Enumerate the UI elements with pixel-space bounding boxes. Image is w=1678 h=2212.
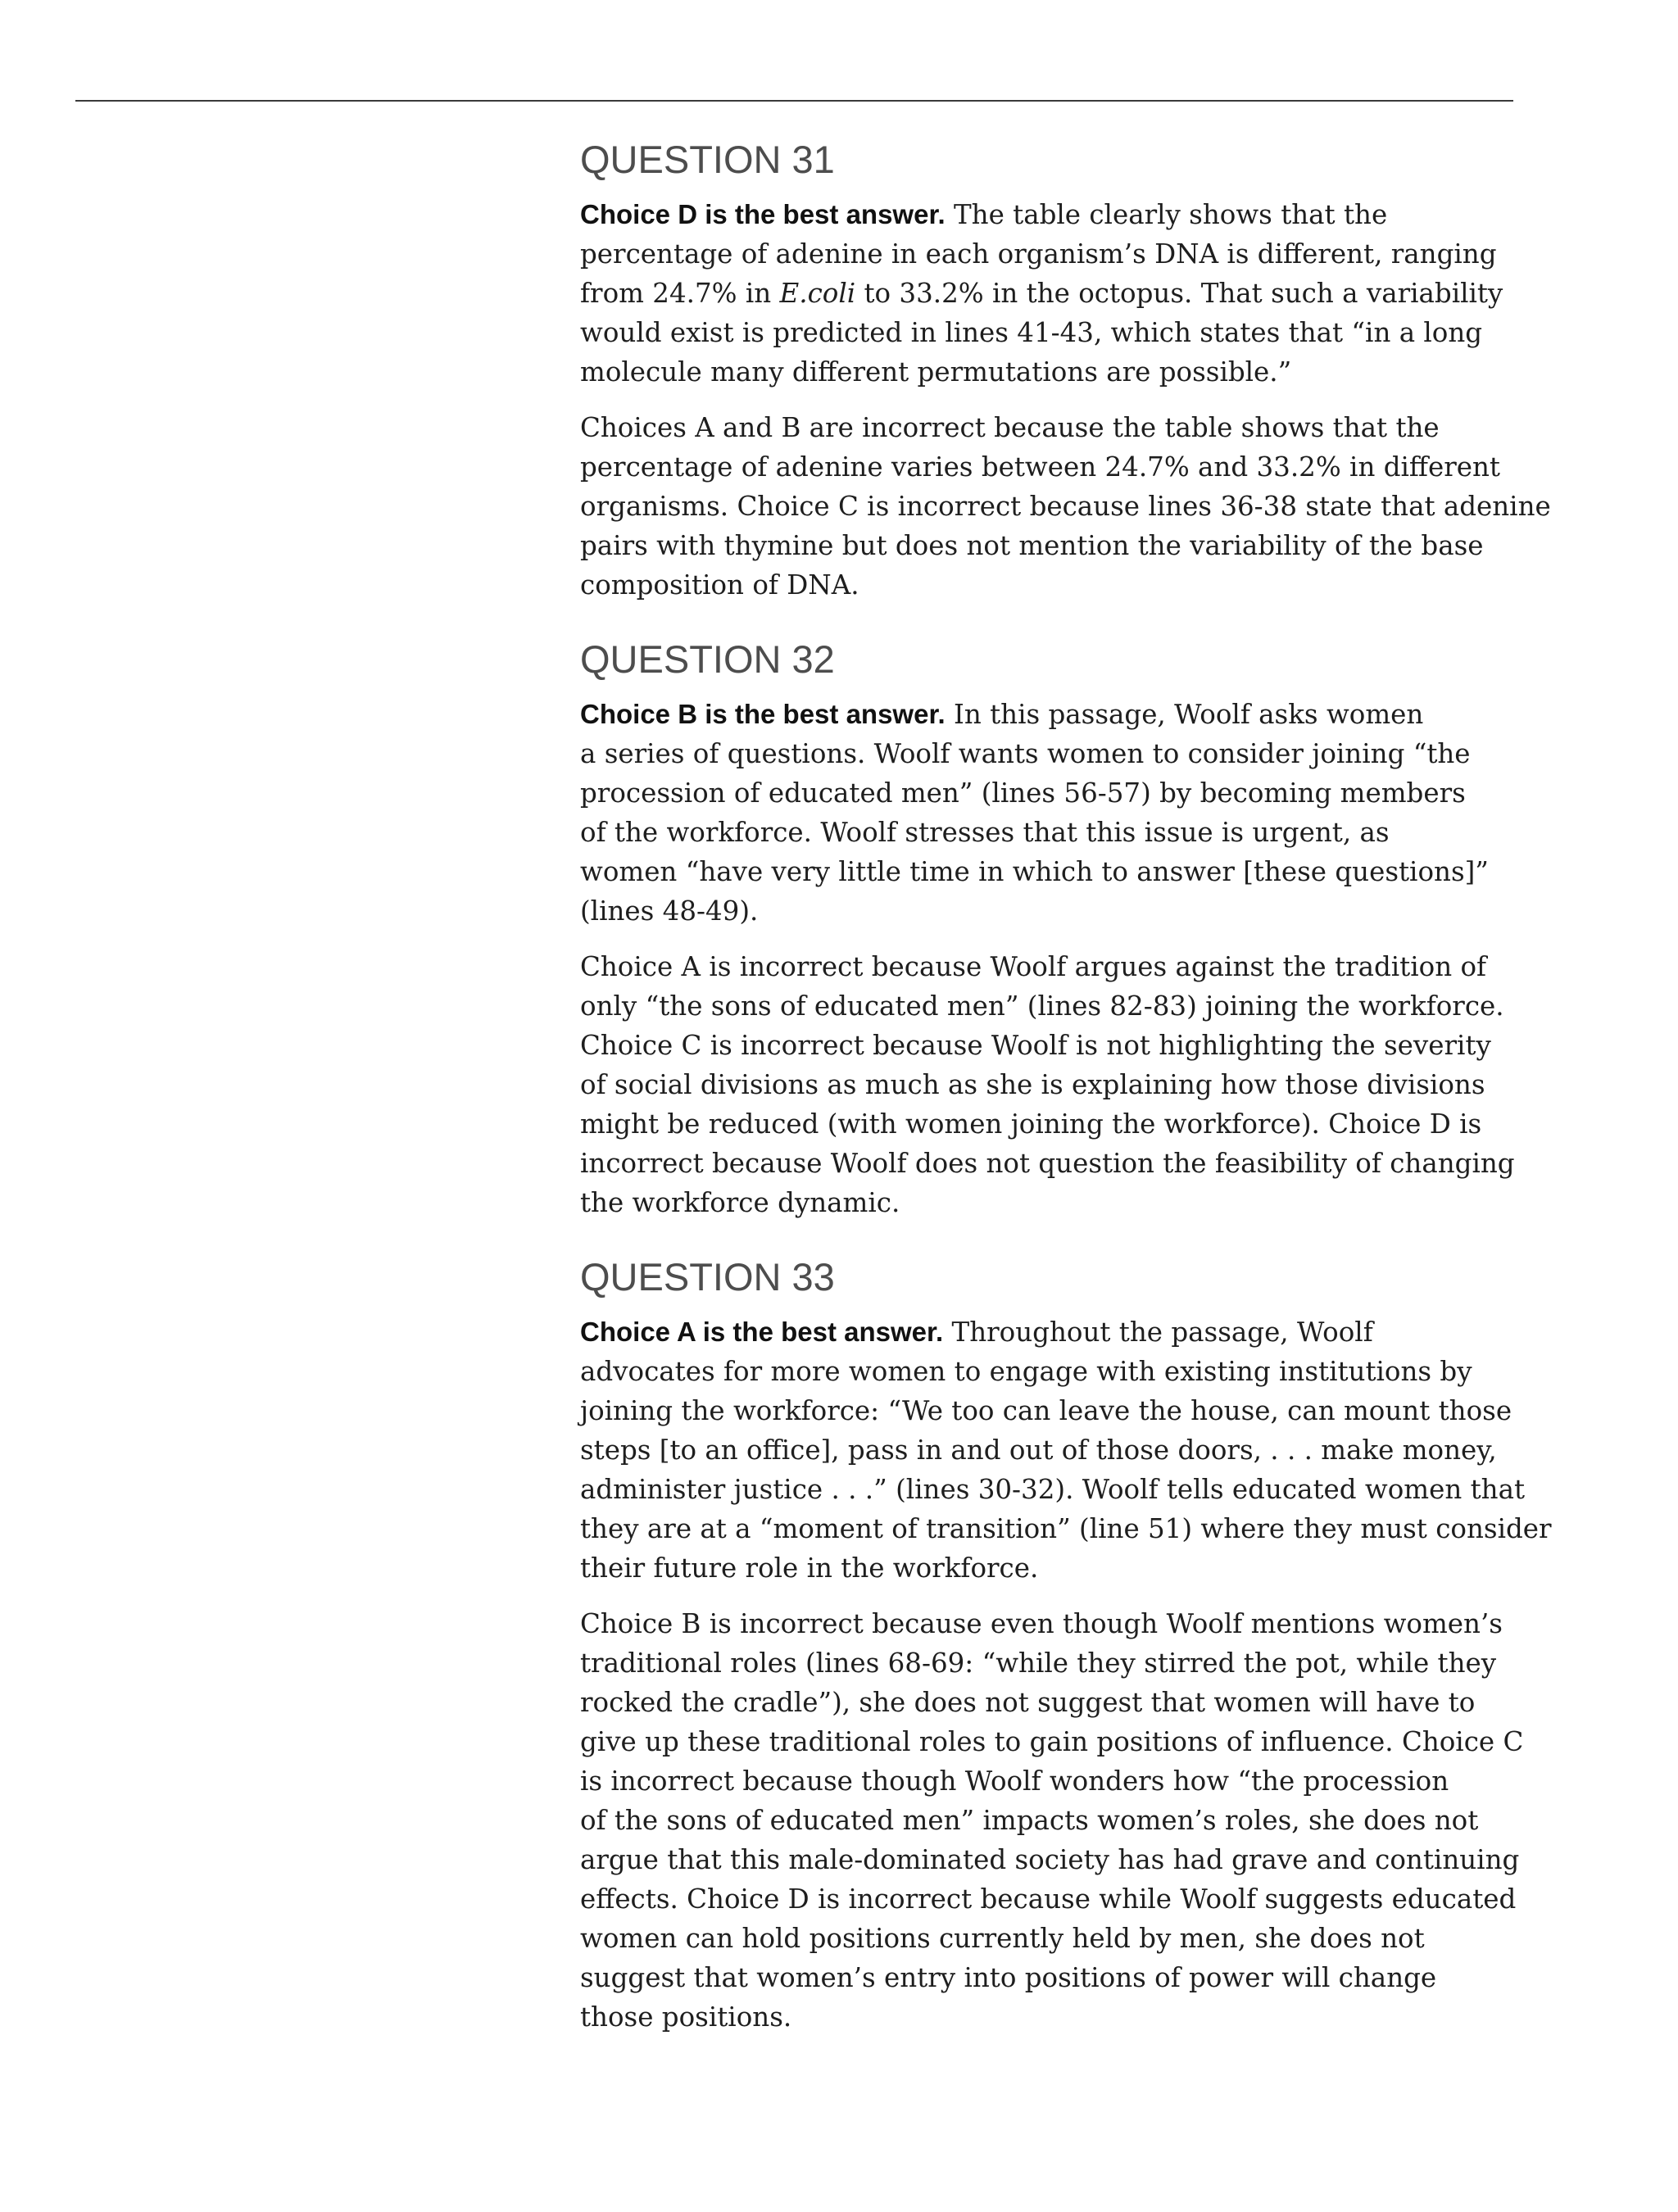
best-answer-label: Choice D is the best answer. (580, 199, 946, 230)
text-line: Choice B is incorrect because even though Woolf mentions women’s (580, 1608, 1503, 1640)
text-line: from 24.7% in E.coli to 33.2% in the octopus. That such a variability (580, 278, 1503, 310)
text-line: of the sons of educated men” impacts women’s roles, she does not (580, 1805, 1479, 1837)
text-line: they are at a “moment of transition” (line 51) where they must consider (580, 1513, 1552, 1545)
text-line: might be reduced (with women joining the workforce). Choice D is (580, 1108, 1482, 1140)
text-line: composition of DNA. (580, 569, 859, 601)
text-line: the workforce dynamic. (580, 1187, 900, 1219)
incorrect-choices-paragraph (580, 947, 1522, 1222)
text-line: incorrect because Woolf does not question the feasibility of changing (580, 1148, 1515, 1180)
text-line: traditional roles (lines 68-69: “while they stirred the pot, while they (580, 1648, 1497, 1679)
question-heading: QUESTION 32 (580, 637, 835, 682)
text-line: joining the workforce: “We too can leave the house, can mount those (580, 1395, 1512, 1427)
text-line: suggest that women’s entry into positions of power will change (580, 1962, 1437, 1994)
text-line: Choices A and B are incorrect because the table shows that the (580, 412, 1440, 444)
text-line: argue that this male-dominated society has had grave and continuing (580, 1844, 1520, 1876)
text-line: molecule many different permutations are possible.” (580, 356, 1292, 388)
text-line: rocked the cradle”), she does not suggest that women will have to (580, 1687, 1476, 1719)
question-32 (580, 637, 1522, 1222)
species-name: E.coli (779, 278, 856, 310)
text-line: would exist is predicted in lines 41-43, which states that “in a long (580, 317, 1483, 349)
text-line: a series of questions. Woolf wants women to consider joining “the (580, 738, 1471, 770)
best-answer-paragraph (580, 195, 1522, 392)
question-31 (580, 138, 1551, 605)
text-line: Choice B is the best answer. In this passage, Woolf asks women (580, 699, 1424, 731)
text-line: those positions. (580, 2001, 792, 2033)
text-line: Choice A is incorrect because Woolf argues against the tradition of (580, 951, 1487, 983)
text-line: of social divisions as much as she is explaining how those divisions (580, 1069, 1485, 1101)
text-line: their future role in the workforce. (580, 1552, 1039, 1584)
text-line: pairs with thymine but does not mention the variability of the base (580, 530, 1484, 562)
text-line: administer justice . . .” (lines 30-32). Woolf tells educated women that (580, 1474, 1526, 1506)
text-line: Choice C is incorrect because Woolf is not highlighting the severity (580, 1030, 1491, 1062)
text-line: Choice A is the best answer. Throughout the passage, Woolf (580, 1317, 1373, 1349)
text-line: percentage of adenine varies between 24.7% and 33.2% in different (580, 451, 1500, 483)
text-line: women can hold positions currently held by men, she does not (580, 1923, 1425, 1955)
text-line: steps [to an office], pass in and out of those doors, . . . make money, (580, 1435, 1497, 1466)
best-answer-paragraph (580, 1312, 1552, 1588)
text-line: procession of educated men” (lines 56-57) by becoming members (580, 777, 1466, 809)
text-line: of the workforce. Woolf stresses that this issue is urgent, as (580, 817, 1390, 849)
text-line: effects. Choice D is incorrect because while Woolf suggests educated (580, 1883, 1517, 1915)
best-answer-label: Choice B is the best answer. (580, 699, 946, 730)
text-line: Choice D is the best answer. The table clearly shows that the (580, 199, 1388, 231)
text-line: (lines 48-49). (580, 895, 759, 927)
text-line: only “the sons of educated men” (lines 82-83) joining the workforce. (580, 990, 1504, 1022)
text-line: advocates for more women to engage with existing institutions by (580, 1356, 1472, 1388)
text-line: give up these traditional roles to gain positions of influence. Choice C (580, 1726, 1524, 1758)
text-line: women “have very little time in which to answer [these questions]” (580, 856, 1489, 888)
page-header-rule (75, 100, 1513, 102)
question-heading: QUESTION 31 (580, 138, 835, 181)
text-line: organisms. Choice C is incorrect because lines 36-38 state that adenine (580, 491, 1551, 523)
question-heading: QUESTION 33 (580, 1255, 835, 1299)
answer-explanations (580, 138, 1552, 2069)
question-33 (580, 1255, 1552, 2037)
best-answer-label: Choice A is the best answer. (580, 1317, 944, 1348)
incorrect-choices-paragraph (580, 1604, 1522, 2037)
incorrect-choices-paragraph (580, 408, 1551, 605)
text-line: percentage of adenine in each organism’s DNA is different, ranging (580, 238, 1497, 270)
best-answer-paragraph (580, 695, 1522, 931)
text-line: is incorrect because though Woolf wonders how “the procession (580, 1766, 1449, 1797)
